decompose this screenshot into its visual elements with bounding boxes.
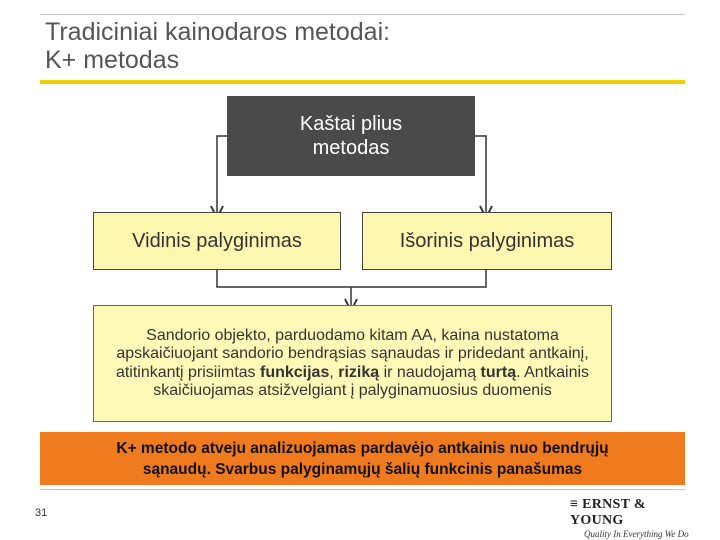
description-separator: ,: [329, 363, 339, 381]
description-bold-assets: turtą: [480, 363, 517, 381]
description-bold-risk: riziką: [338, 363, 380, 381]
highlight-line-2: sąnaudų. Svarbus palyginamųjų šalių funkcinis panašumas: [142, 460, 583, 478]
main-box-line-2: metodas: [312, 137, 390, 159]
main-method-box: [227, 96, 475, 176]
highlight-line-1: K+ metodo atveju analizuojamas pardavėjo antkainis nuo bendrųjų: [116, 439, 609, 457]
logo-name: ERNST & YOUNG: [570, 497, 646, 528]
company-logo: [570, 497, 690, 539]
bottom-rule: [40, 489, 685, 490]
logo-mark-icon: ≡: [570, 497, 579, 512]
description-text: [98, 327, 607, 401]
description-part-1: Sandorio objekto, parduodamo kitam AA, kaina nustatoma apskaičiuojant sandorio bendrąsias sąnaudas ir pridedant antkainį, atitinkantį prisiimtas: [115, 326, 589, 381]
title-line-2: K+ metodas: [45, 46, 180, 74]
internal-comparison-box: [93, 212, 341, 270]
title-line-1: Tradiciniai kainodaros metodai:: [45, 18, 391, 46]
description-part-3: . Antkainis skaičiuojamas atsižvelgiant į palyginamuosius duomenis: [153, 363, 590, 399]
connector-sub-to-desc: [217, 270, 486, 287]
logo-name-row: [570, 497, 690, 529]
connector-main-to-right: [475, 136, 486, 212]
external-comparison-label: Išorinis palyginimas: [399, 229, 575, 252]
connector-main-to-left: [217, 136, 227, 212]
description-box: [93, 305, 612, 422]
description-bold-functions: funkcijas: [259, 363, 330, 381]
page-number: 31: [35, 507, 48, 519]
logo-tagline: Quality In Everything We Do: [584, 529, 689, 539]
main-box-line-1: Kaštai plius: [299, 113, 403, 135]
highlight-box: [40, 432, 685, 485]
external-comparison-box: [362, 212, 612, 270]
description-part-2: ir naudojamą: [379, 363, 481, 381]
internal-comparison-label: Vidinis palyginimas: [132, 229, 302, 252]
